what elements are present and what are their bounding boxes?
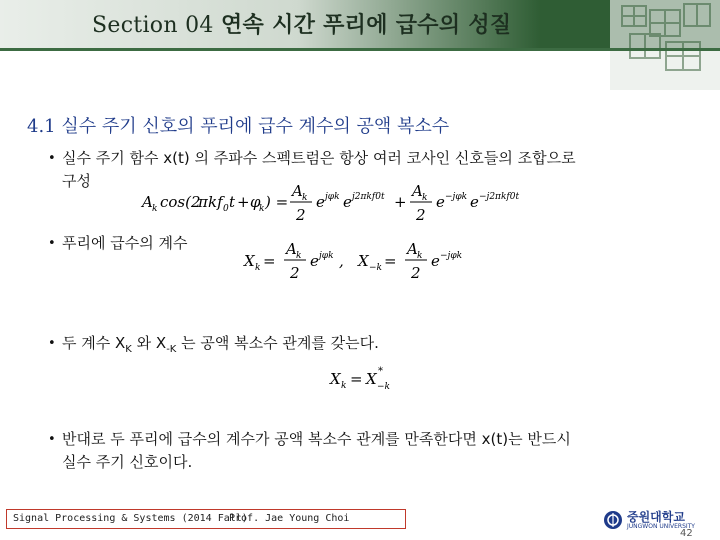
svg-text:0: 0 bbox=[223, 204, 229, 214]
bullet-text: 실수 주기 함수 x(t) 의 주파수 스펙트럼은 항상 여러 코사인 신호들의 조합으로 bbox=[62, 149, 576, 167]
svg-text:2: 2 bbox=[296, 206, 306, 224]
bullet-text: 두 계수 bbox=[62, 334, 116, 352]
svg-text:j2πkf0t: j2πkf0t bbox=[352, 192, 385, 202]
svg-text:,: , bbox=[339, 252, 344, 270]
svg-text:jφk: jφk bbox=[319, 251, 334, 261]
equation-conjugate bbox=[326, 360, 436, 396]
university-name-kor: 중원대학교 bbox=[627, 510, 685, 524]
building-graphic-icon bbox=[610, 0, 720, 90]
svg-text:k: k bbox=[259, 204, 265, 214]
svg-text:kf: kf bbox=[208, 193, 223, 211]
svg-text:−jφk: −jφk bbox=[445, 192, 468, 202]
footer-course: Signal Processing & Systems (2014 Fall) bbox=[13, 513, 248, 524]
bullet-text: 는 공액 복소수 관계를 갖는다. bbox=[181, 334, 379, 352]
svg-text:k: k bbox=[422, 193, 428, 203]
svg-text:e: e bbox=[343, 193, 352, 211]
svg-text:X: X bbox=[358, 252, 369, 270]
slide-title bbox=[92, 8, 511, 39]
bullet-dot: • bbox=[48, 336, 56, 351]
section-label: Section 04 bbox=[92, 13, 214, 38]
equation-cosine-expansion bbox=[140, 176, 540, 226]
svg-text:A: A bbox=[292, 182, 303, 200]
coef-minus-k-subscript: -K bbox=[166, 344, 177, 355]
svg-text:e: e bbox=[316, 193, 325, 211]
bullet-text: 푸리에 급수의 계수 bbox=[62, 234, 188, 252]
footer-course-box bbox=[6, 509, 406, 529]
svg-text:jφk: jφk bbox=[325, 192, 340, 202]
svg-text:k: k bbox=[302, 193, 308, 203]
svg-text:) =: ) = bbox=[265, 193, 289, 211]
bullet-converse bbox=[48, 428, 571, 474]
university-emblem-icon bbox=[603, 510, 623, 530]
bullet-text: 구성 bbox=[62, 172, 91, 190]
page-number: 42 bbox=[680, 528, 693, 539]
header-rule bbox=[0, 48, 720, 51]
svg-text:k: k bbox=[417, 251, 423, 261]
svg-text:k: k bbox=[341, 381, 347, 391]
svg-text:=: = bbox=[263, 252, 276, 270]
svg-text:φ: φ bbox=[250, 193, 261, 211]
svg-text:+: + bbox=[394, 193, 407, 211]
svg-text:X: X bbox=[244, 252, 255, 270]
coef-x: X bbox=[115, 334, 126, 352]
svg-text:−k: −k bbox=[369, 263, 382, 273]
bullet-dot: • bbox=[48, 432, 56, 447]
svg-text:A: A bbox=[286, 240, 297, 258]
bullet-text: 와 X bbox=[136, 334, 167, 352]
svg-text:A: A bbox=[142, 193, 153, 211]
svg-text:X: X bbox=[366, 370, 377, 388]
svg-text:−j2πkf0t: −j2πkf0t bbox=[479, 192, 520, 202]
section-heading: 4.1 실수 주기 신호의 푸리에 급수 계수의 공액 복소수 bbox=[27, 116, 450, 137]
bullet-text: 실수 주기 신호이다. bbox=[62, 453, 193, 471]
svg-text:A: A bbox=[407, 240, 418, 258]
coef-xk bbox=[115, 334, 132, 355]
bullet-conjugate-relation bbox=[48, 332, 379, 361]
svg-text:2: 2 bbox=[411, 264, 421, 282]
svg-text:+: + bbox=[237, 193, 250, 211]
section-title: 연속 시간 푸리에 급수의 성질 bbox=[221, 12, 512, 38]
svg-text:−jφk: −jφk bbox=[440, 251, 463, 261]
bullet-text: 반대로 두 푸리에 급수의 계수가 공액 복소수 관계를 만족한다면 x(t)는 반드시 bbox=[62, 430, 571, 448]
bullet-dot: • bbox=[48, 236, 56, 251]
svg-text:k: k bbox=[296, 251, 302, 261]
svg-text:2: 2 bbox=[416, 206, 426, 224]
svg-text:X: X bbox=[330, 370, 341, 388]
svg-text:cos(2: cos(2 bbox=[160, 193, 201, 211]
svg-text:2: 2 bbox=[290, 264, 300, 282]
svg-text:e: e bbox=[310, 252, 319, 270]
svg-text:π: π bbox=[198, 193, 208, 211]
svg-text:k: k bbox=[152, 204, 158, 214]
svg-text:=: = bbox=[350, 370, 363, 388]
coef-k-subscript: K bbox=[125, 344, 132, 355]
svg-text:e: e bbox=[470, 193, 479, 211]
svg-text:*: * bbox=[378, 366, 383, 377]
svg-text:−k: −k bbox=[377, 382, 390, 392]
university-name-eng: JUNGWON UNIVERSITY bbox=[627, 523, 695, 530]
svg-text:e: e bbox=[436, 193, 445, 211]
equation-coefficients bbox=[240, 236, 470, 286]
svg-text:t: t bbox=[229, 193, 236, 211]
svg-text:e: e bbox=[431, 252, 440, 270]
university-logo bbox=[603, 508, 713, 536]
svg-text:k: k bbox=[255, 263, 261, 273]
bullet-fourier-coefficients bbox=[48, 232, 188, 255]
bullet-dot: • bbox=[48, 151, 56, 166]
footer-professor: Prof. Jae Young Choi bbox=[229, 513, 350, 524]
svg-text:A: A bbox=[412, 182, 423, 200]
svg-text:=: = bbox=[384, 252, 397, 270]
